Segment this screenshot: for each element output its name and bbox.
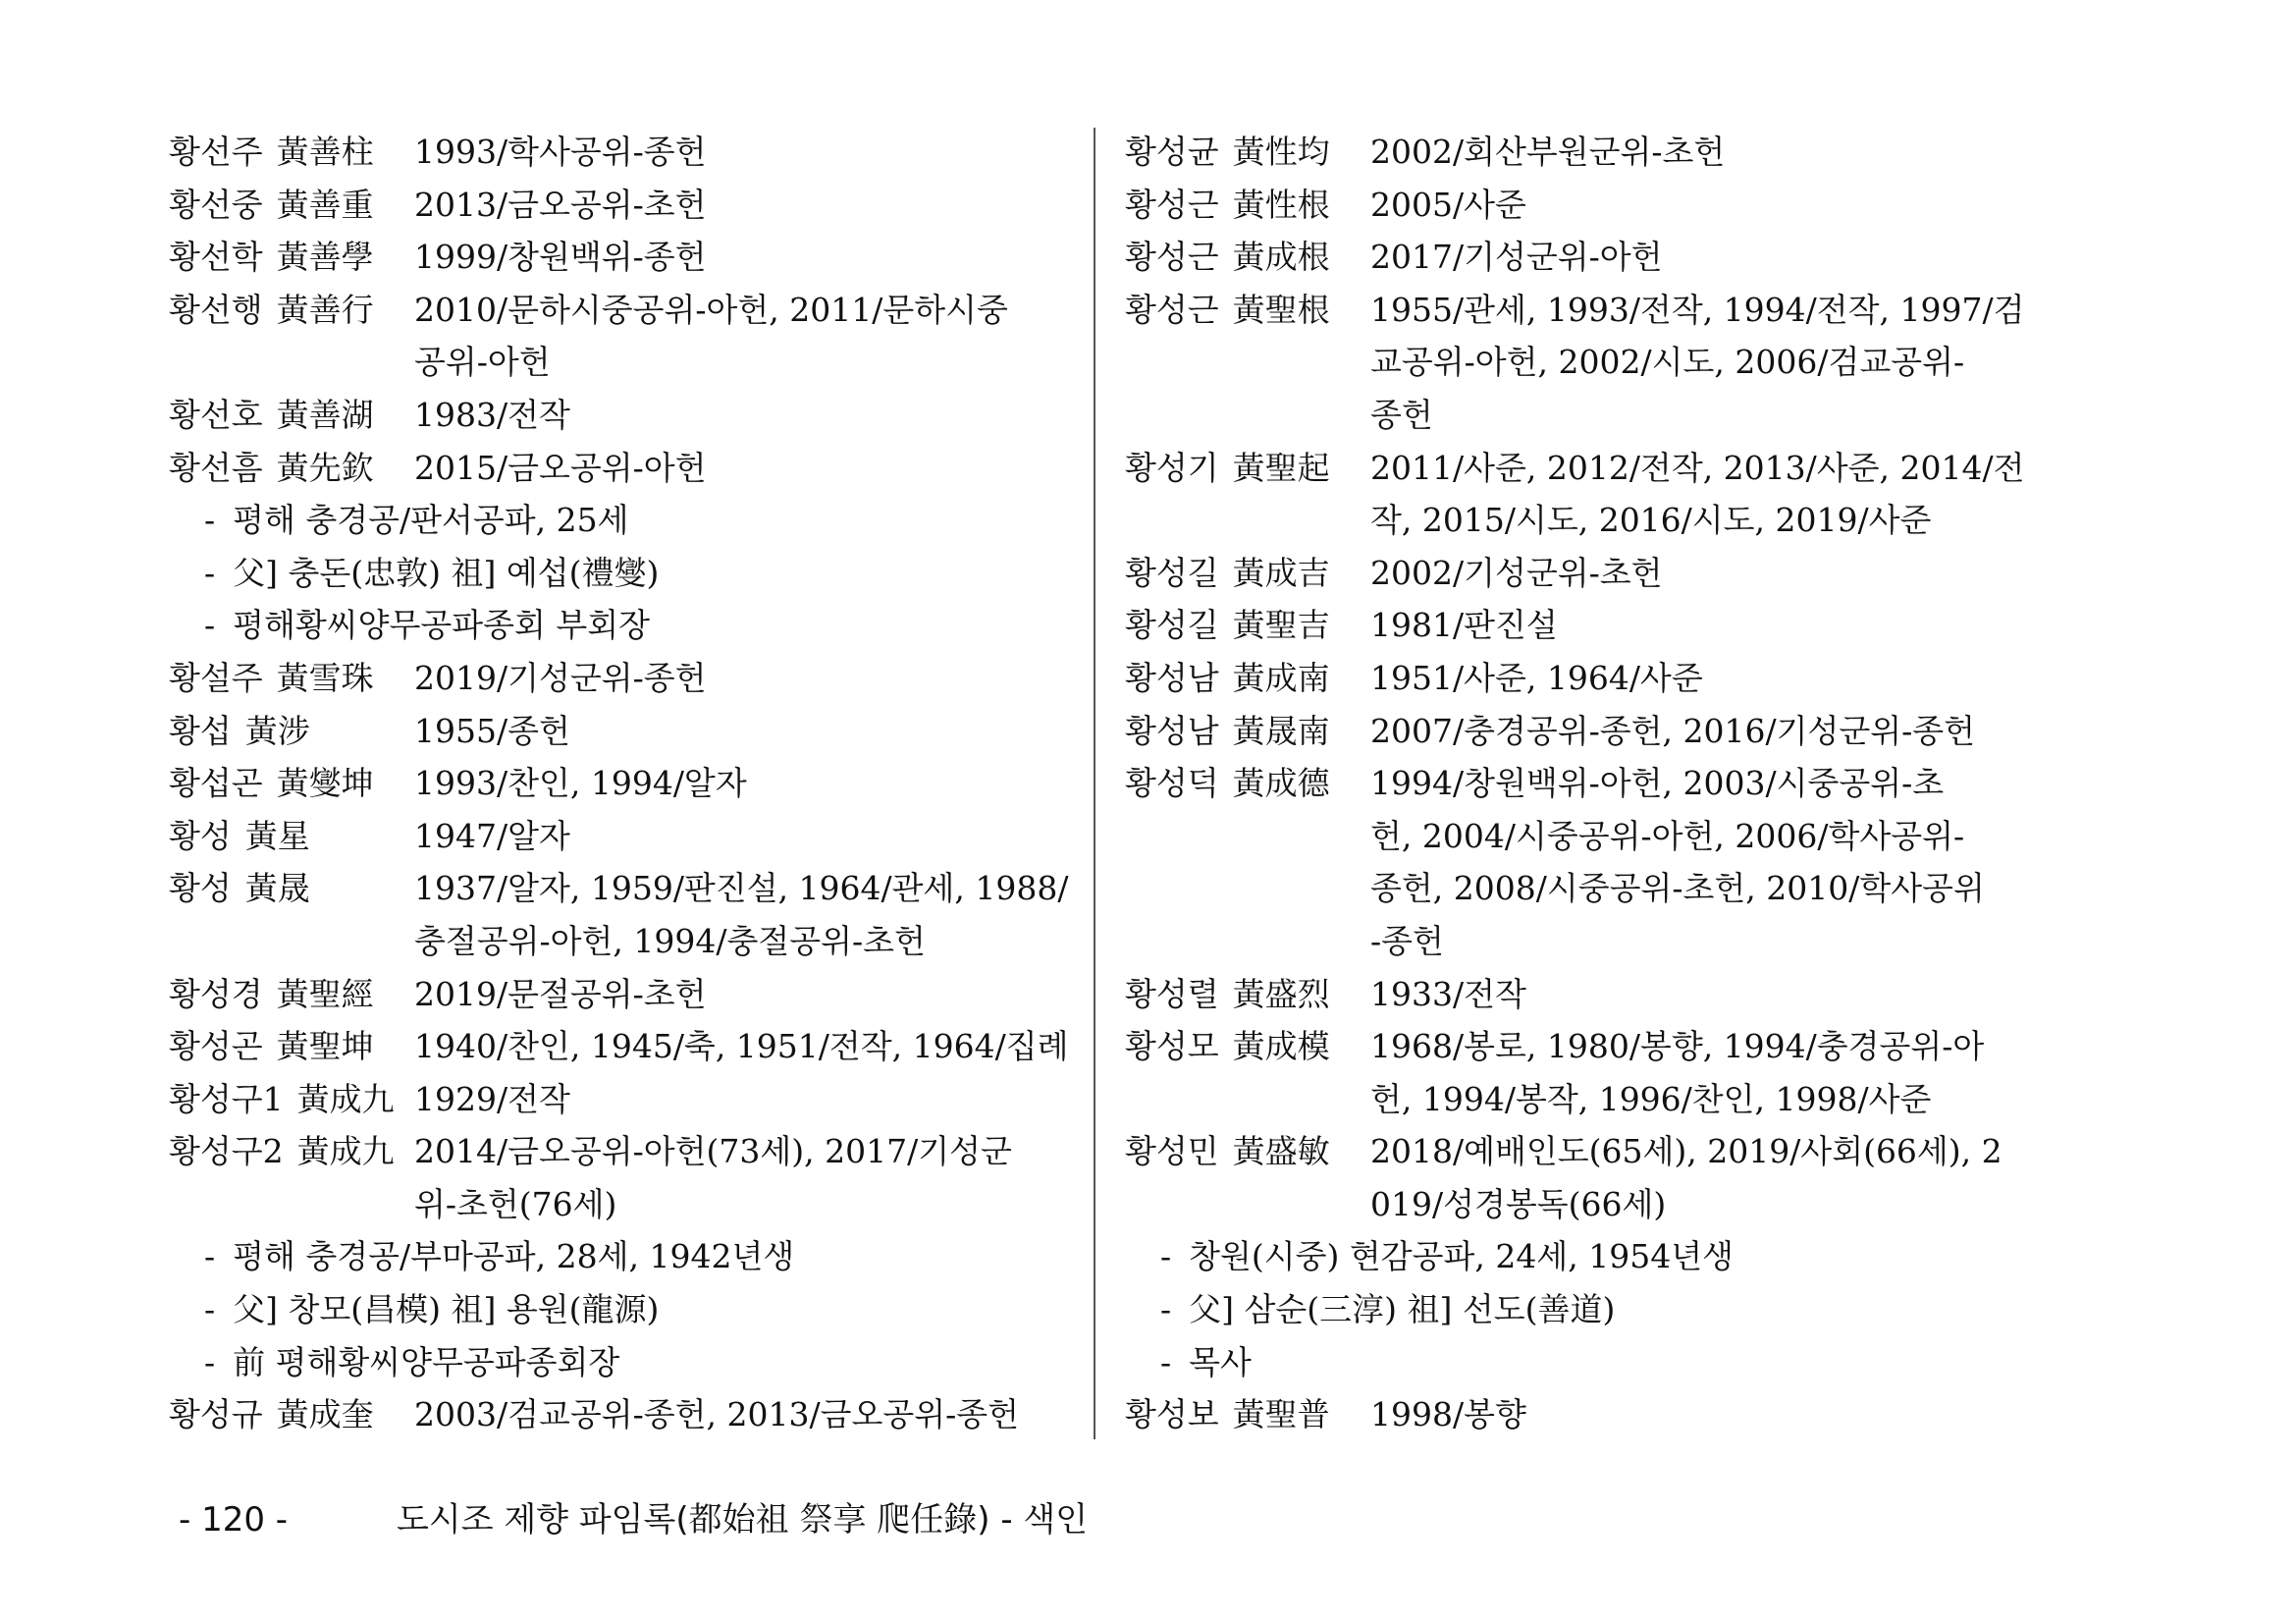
name-hangul: 황선중: [169, 185, 263, 224]
note-text: 父] 삼순(三淳) 祖] 선도(善道): [1189, 1290, 1616, 1329]
index-entry: [1125, 599, 2028, 652]
person-name: [169, 810, 414, 863]
name-hanja: 黃成模: [1232, 1027, 1330, 1066]
index-entry: [169, 1020, 1072, 1073]
ritual-records: 2002/기성군위-초헌: [1370, 553, 1663, 592]
entry-continuation: [1125, 862, 2028, 915]
ritual-records: 2019/기성군위-종헌: [414, 658, 707, 697]
indent-spacer: [1125, 336, 1370, 389]
name-hanja: 黃雪珠: [276, 658, 374, 697]
ritual-records: 2003/검교공위-종헌, 2013/금오공위-종헌: [414, 1395, 1020, 1434]
ritual-records: 2010/문하시중공위-아헌, 2011/문하시중: [414, 290, 1008, 329]
ritual-records: 2013/금오공위-초헌: [414, 185, 707, 224]
name-hangul: 황성: [169, 869, 232, 908]
name-hangul: 황성길: [1125, 553, 1219, 592]
ritual-records: 헌, 2004/시중공위-아헌, 2006/학사공위-: [1370, 816, 1965, 855]
entry-continuation: [169, 1178, 1072, 1231]
name-hangul: 황성구1: [169, 1079, 284, 1118]
person-name: [169, 179, 414, 232]
ritual-records: 1981/판진설: [1370, 606, 1558, 645]
person-name: [169, 389, 414, 442]
name-hanja: 黃先欽: [276, 448, 374, 487]
entry-note: [1125, 1283, 2028, 1336]
entry-continuation: [169, 336, 1072, 389]
name-hangul: 황성남: [1125, 711, 1219, 750]
person-name: [169, 705, 414, 758]
index-entry: [169, 442, 1072, 495]
index-entry: [1125, 652, 2028, 705]
person-name: [169, 1020, 414, 1073]
person-name: [169, 442, 414, 495]
ritual-records: 2017/기성군위-아헌: [1370, 238, 1663, 277]
name-hangul: 황성남: [1125, 658, 1219, 697]
name-hangul: 황성근: [1125, 238, 1219, 277]
person-name: [169, 1125, 414, 1178]
index-entry: [169, 231, 1072, 284]
indent-spacer: [1125, 862, 1370, 915]
entry-note: [169, 1230, 1072, 1283]
name-hangul: 황선주: [169, 133, 263, 171]
ritual-records: 종헌, 2008/시중공위-초헌, 2010/학사공위: [1370, 869, 1985, 908]
name-hangul: 황성근: [1125, 185, 1219, 224]
index-entry: [169, 179, 1072, 232]
ritual-records: 1929/전작: [414, 1079, 570, 1118]
page-footer: [179, 1492, 1088, 1540]
ritual-records: 1998/봉향: [1370, 1395, 1526, 1434]
person-name: [169, 757, 414, 810]
note-text: 父] 충돈(忠敦) 祖] 예섭(禮燮): [233, 553, 660, 592]
name-hangul: 황성근: [1125, 290, 1219, 329]
ritual-records: 1968/봉로, 1980/봉향, 1994/충경공위-아: [1370, 1027, 1985, 1066]
person-name: [169, 862, 414, 915]
person-name: [169, 231, 414, 284]
ritual-records: 교공위-아헌, 2002/시도, 2006/검교공위-: [1370, 343, 1965, 382]
index-entry: [169, 126, 1072, 179]
indent-spacer: [1125, 494, 1370, 547]
ritual-records: 2005/사준: [1370, 185, 1526, 224]
entry-note: [169, 599, 1072, 652]
note-text: 前 평해황씨양무공파종회장: [233, 1342, 620, 1381]
ritual-records: 2011/사준, 2012/전작, 2013/사준, 2014/전: [1370, 448, 2025, 487]
indent-spacer: [169, 915, 414, 968]
name-hangul: 황섭: [169, 711, 232, 750]
column-divider: [1094, 128, 1095, 1439]
ritual-records: 2015/금오공위-아헌: [414, 448, 707, 487]
name-hanja: 黃善行: [276, 290, 374, 329]
name-hangul: 황성보: [1125, 1395, 1219, 1434]
name-hanja: 黃善學: [276, 238, 374, 277]
person-name: [169, 968, 414, 1021]
person-name: [1125, 547, 1370, 600]
indent-spacer: [1125, 1073, 1370, 1126]
note-text: 평해황씨양무공파종회 부회장: [233, 606, 651, 645]
name-hangul: 황성구2: [169, 1132, 284, 1171]
index-entry: [169, 705, 1072, 758]
ritual-records: 1983/전작: [414, 395, 570, 434]
ritual-records: 2019/문절공위-초헌: [414, 974, 707, 1013]
ritual-records: 1933/전작: [1370, 974, 1526, 1013]
ritual-records: 1993/학사공위-종헌: [414, 133, 707, 171]
name-hangul: 황성규: [169, 1395, 263, 1434]
ritual-records: 1955/관세, 1993/전작, 1994/전작, 1997/검: [1370, 290, 2025, 329]
note-text: 평해 충경공/판서공파, 25세: [233, 501, 629, 540]
entry-continuation: [169, 915, 1072, 968]
entry-note: [169, 547, 1072, 600]
name-hanja: 黃聖普: [1232, 1395, 1330, 1434]
name-hangul: 황성렬: [1125, 974, 1219, 1013]
ritual-records: 종헌: [1370, 395, 1433, 434]
entry-continuation: [1125, 1178, 2028, 1231]
name-hanja: 黃成吉: [1232, 553, 1330, 592]
entry-note: [1125, 1230, 2028, 1283]
name-hanja: 黃盛烈: [1232, 974, 1330, 1013]
person-name: [1125, 1020, 1370, 1073]
index-entry: [1125, 1020, 2028, 1073]
note-text: 목사: [1189, 1342, 1252, 1381]
index-entry: [1125, 442, 2028, 495]
dash-marker: -: [1160, 1237, 1172, 1276]
ritual-records: 1993/찬인, 1994/알자: [414, 764, 747, 803]
name-hanja: 黃成九: [296, 1132, 395, 1171]
person-name: [1125, 968, 1370, 1021]
left-column: [169, 126, 1072, 1441]
entry-continuation: [1125, 915, 2028, 968]
index-entry: [169, 389, 1072, 442]
name-hanja: 黃性均: [1232, 133, 1330, 171]
ritual-records: 공위-아헌: [414, 343, 551, 382]
name-hanja: 黃聖吉: [1232, 606, 1330, 645]
name-hanja: 黃聖坤: [276, 1027, 374, 1066]
entry-continuation: [1125, 336, 2028, 389]
name-hangul: 황선학: [169, 238, 263, 277]
indent-spacer: [1125, 915, 1370, 968]
right-column: [1125, 126, 2028, 1441]
name-hanja: 黃成根: [1232, 238, 1330, 277]
name-hanja: 黃星: [244, 816, 310, 855]
dash-marker: -: [204, 553, 216, 592]
name-hangul: 황성곤: [169, 1027, 263, 1066]
name-hangul: 황선호: [169, 395, 263, 434]
name-hanja: 黃性根: [1232, 185, 1330, 224]
ritual-records: -종헌: [1370, 921, 1444, 960]
name-hanja: 黃善柱: [276, 133, 374, 171]
index-entry: [169, 757, 1072, 810]
index-entry: [169, 810, 1072, 863]
index-entry: [1125, 284, 2028, 337]
ritual-records: 2007/충경공위-종헌, 2016/기성군위-종헌: [1370, 711, 1976, 750]
index-entry: [1125, 968, 2028, 1021]
person-name: [1125, 179, 1370, 232]
index-entry: [169, 1073, 1072, 1126]
person-name: [169, 126, 414, 179]
index-entry: [169, 1125, 1072, 1178]
note-text: 창원(시중) 현감공파, 24세, 1954년생: [1189, 1237, 1734, 1276]
name-hangul: 황성민: [1125, 1132, 1219, 1171]
indent-spacer: [1125, 1178, 1370, 1231]
person-name: [1125, 231, 1370, 284]
index-entry: [1125, 1388, 2028, 1441]
ritual-records: 2018/예배인도(65세), 2019/사회(66세), 2: [1370, 1132, 2002, 1171]
ritual-records: 1940/찬인, 1945/축, 1951/전작, 1964/집례: [414, 1027, 1069, 1066]
name-hangul: 황성경: [169, 974, 263, 1013]
name-hangul: 황성: [169, 816, 232, 855]
ritual-records: 1994/창원백위-아헌, 2003/시중공위-초: [1370, 764, 1945, 803]
person-name: [1125, 652, 1370, 705]
name-hanja: 黃善湖: [276, 395, 374, 434]
name-hanja: 黃成奎: [276, 1395, 374, 1434]
index-entry: [169, 284, 1072, 337]
person-name: [1125, 126, 1370, 179]
person-name: [169, 1388, 414, 1441]
page-number: - 120 -: [179, 1500, 289, 1540]
person-name: [1125, 599, 1370, 652]
index-entry: [1125, 705, 2028, 758]
index-entry: [169, 1388, 1072, 1441]
indent-spacer: [169, 336, 414, 389]
index-entry: [1125, 547, 2028, 600]
name-hanja: 黃聖起: [1232, 448, 1330, 487]
person-name: [1125, 757, 1370, 810]
name-hanja: 黃盛敏: [1232, 1132, 1330, 1171]
name-hanja: 黃成德: [1232, 764, 1330, 803]
ritual-records: 1951/사준, 1964/사준: [1370, 658, 1703, 697]
name-hangul: 황성길: [1125, 606, 1219, 645]
dash-marker: -: [1160, 1342, 1172, 1381]
ritual-records: 019/성경봉독(66세): [1370, 1184, 1667, 1223]
person-name: [169, 1073, 414, 1126]
index-entry: [1125, 757, 2028, 810]
note-text: 평해 충경공/부마공파, 28세, 1942년생: [233, 1237, 795, 1276]
person-name: [1125, 1388, 1370, 1441]
ritual-records: 1999/창원백위-종헌: [414, 238, 707, 277]
index-entry: [169, 652, 1072, 705]
name-hanja: 黃晟南: [1232, 711, 1330, 750]
name-hanja: 黃晟: [244, 869, 310, 908]
dash-marker: -: [204, 1237, 216, 1276]
ritual-records: 충절공위-아헌, 1994/충절공위-초헌: [414, 921, 926, 960]
name-hanja: 黃涉: [244, 711, 310, 750]
name-hanja: 黃聖經: [276, 974, 374, 1013]
person-name: [1125, 284, 1370, 337]
ritual-records: 헌, 1994/봉작, 1996/찬인, 1998/사준: [1370, 1079, 1932, 1118]
name-hangul: 황선흠: [169, 448, 263, 487]
ritual-records: 위-초헌(76세): [414, 1184, 617, 1223]
index-entry: [169, 862, 1072, 915]
ritual-records: 2014/금오공위-아헌(73세), 2017/기성군: [414, 1132, 1012, 1171]
name-hanja: 黃善重: [276, 185, 374, 224]
index-entry: [1125, 179, 2028, 232]
footer-title: 도시조 제향 파임록(都始祖 祭享 爬任錄) - 색인: [397, 1500, 1089, 1540]
person-name: [169, 284, 414, 337]
entry-note: [1125, 1336, 2028, 1389]
ritual-records: 1947/알자: [414, 816, 570, 855]
name-hangul: 황설주: [169, 658, 263, 697]
name-hangul: 황선행: [169, 290, 263, 329]
index-entry: [1125, 1125, 2028, 1178]
index-entry: [1125, 126, 2028, 179]
person-name: [169, 652, 414, 705]
name-hanja: 黃燮坤: [276, 764, 374, 803]
name-hangul: 황섭곤: [169, 764, 263, 803]
name-hangul: 황성덕: [1125, 764, 1219, 803]
ritual-records: 1955/종헌: [414, 711, 570, 750]
entry-continuation: [1125, 389, 2028, 442]
name-hanja: 黃成南: [1232, 658, 1330, 697]
ritual-records: 작, 2015/시도, 2016/시도, 2019/사준: [1370, 501, 1932, 540]
dash-marker: -: [204, 606, 216, 645]
dash-marker: -: [204, 1290, 216, 1329]
person-name: [1125, 705, 1370, 758]
ritual-records: 1937/알자, 1959/판진설, 1964/관세, 1988/: [414, 869, 1069, 908]
entry-continuation: [1125, 1073, 2028, 1126]
ritual-records: 2002/회산부원군위-초헌: [1370, 133, 1726, 171]
index-entry: [169, 968, 1072, 1021]
entry-continuation: [1125, 810, 2028, 863]
name-hangul: 황성모: [1125, 1027, 1219, 1066]
entry-continuation: [1125, 494, 2028, 547]
dash-marker: -: [1160, 1290, 1172, 1329]
name-hanja: 黃聖根: [1232, 290, 1330, 329]
name-hangul: 황성균: [1125, 133, 1219, 171]
dash-marker: -: [204, 501, 216, 540]
index-entry: [1125, 231, 2028, 284]
person-name: [1125, 1125, 1370, 1178]
indent-spacer: [169, 1178, 414, 1231]
entry-note: [169, 1336, 1072, 1389]
entry-note: [169, 494, 1072, 547]
note-text: 父] 창모(昌模) 祖] 용원(龍源): [233, 1290, 660, 1329]
indent-spacer: [1125, 810, 1370, 863]
name-hangul: 황성기: [1125, 448, 1219, 487]
person-name: [1125, 442, 1370, 495]
name-hanja: 黃成九: [296, 1079, 395, 1118]
indent-spacer: [1125, 389, 1370, 442]
entry-note: [169, 1283, 1072, 1336]
dash-marker: -: [204, 1342, 216, 1381]
